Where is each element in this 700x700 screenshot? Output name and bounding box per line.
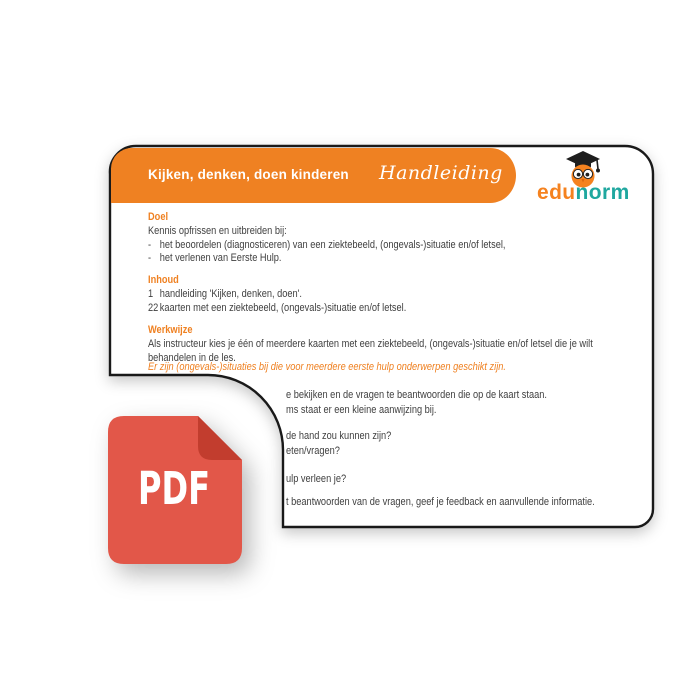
bullet-text: kaarten met een ziektebeeld, (ongevals-)situatie en/of letsel. xyxy=(159,301,407,314)
clipped-text-line: ms staat er een kleine aanwijzing bij. xyxy=(286,404,437,416)
section-body-line: Als instructeur kies je één of meerdere kaarten met een ziektebeeld, (ongevals-)situatie en/of letsel die je wilt xyxy=(148,337,593,350)
section-heading: Inhoud xyxy=(148,274,179,286)
bullet-marker: - xyxy=(148,238,152,251)
clipped-text-line: t beantwoorden van de vragen, geef je feedback en aanvullende informatie. xyxy=(286,496,595,508)
edunorm-wordmark-edu: edu xyxy=(537,181,576,204)
bullet-marker: 1 xyxy=(148,287,154,300)
clipped-text-line: e bekijken en de vragen te beantwoorden die op de kaart staan. xyxy=(286,389,547,401)
clipped-text-line: ulp verleen je? xyxy=(286,473,347,485)
clipped-text-line: eten/vragen? xyxy=(286,445,340,457)
section-heading: Doel xyxy=(148,211,169,223)
section-body-line: Kennis opfrissen en uitbreiden bij: xyxy=(148,224,287,237)
section-heading: Werkwijze xyxy=(148,324,193,336)
werkwijze-note: Er zijn (ongevals-)situaties bij die voor meerdere eerste hulp onderwerpen geschikt zijn. xyxy=(148,361,506,373)
bullet-text: het verlenen van Eerste Hulp. xyxy=(159,252,282,265)
clipped-text-line: de hand zou kunnen zijn? xyxy=(286,430,392,442)
bullet-marker: 22 xyxy=(148,301,159,314)
edunorm-wordmark-norm: norm xyxy=(575,181,630,204)
bullet-text: handleiding 'Kijken, denken, doen'. xyxy=(159,287,303,300)
document-title: Kijken, denken, doen kinderen xyxy=(148,167,349,182)
bullet-marker: - xyxy=(148,252,152,265)
bullet-text: het beoordelen (diagnosticeren) van een ziektebeeld, (ongevals-)situatie en/of letsel, xyxy=(159,238,506,251)
section-body-line: behandelen in de les. xyxy=(148,351,236,364)
pdf-label: PDF xyxy=(138,462,210,515)
pdf-fold-corner xyxy=(198,416,242,460)
document-subtitle: Handleiding xyxy=(379,162,503,184)
